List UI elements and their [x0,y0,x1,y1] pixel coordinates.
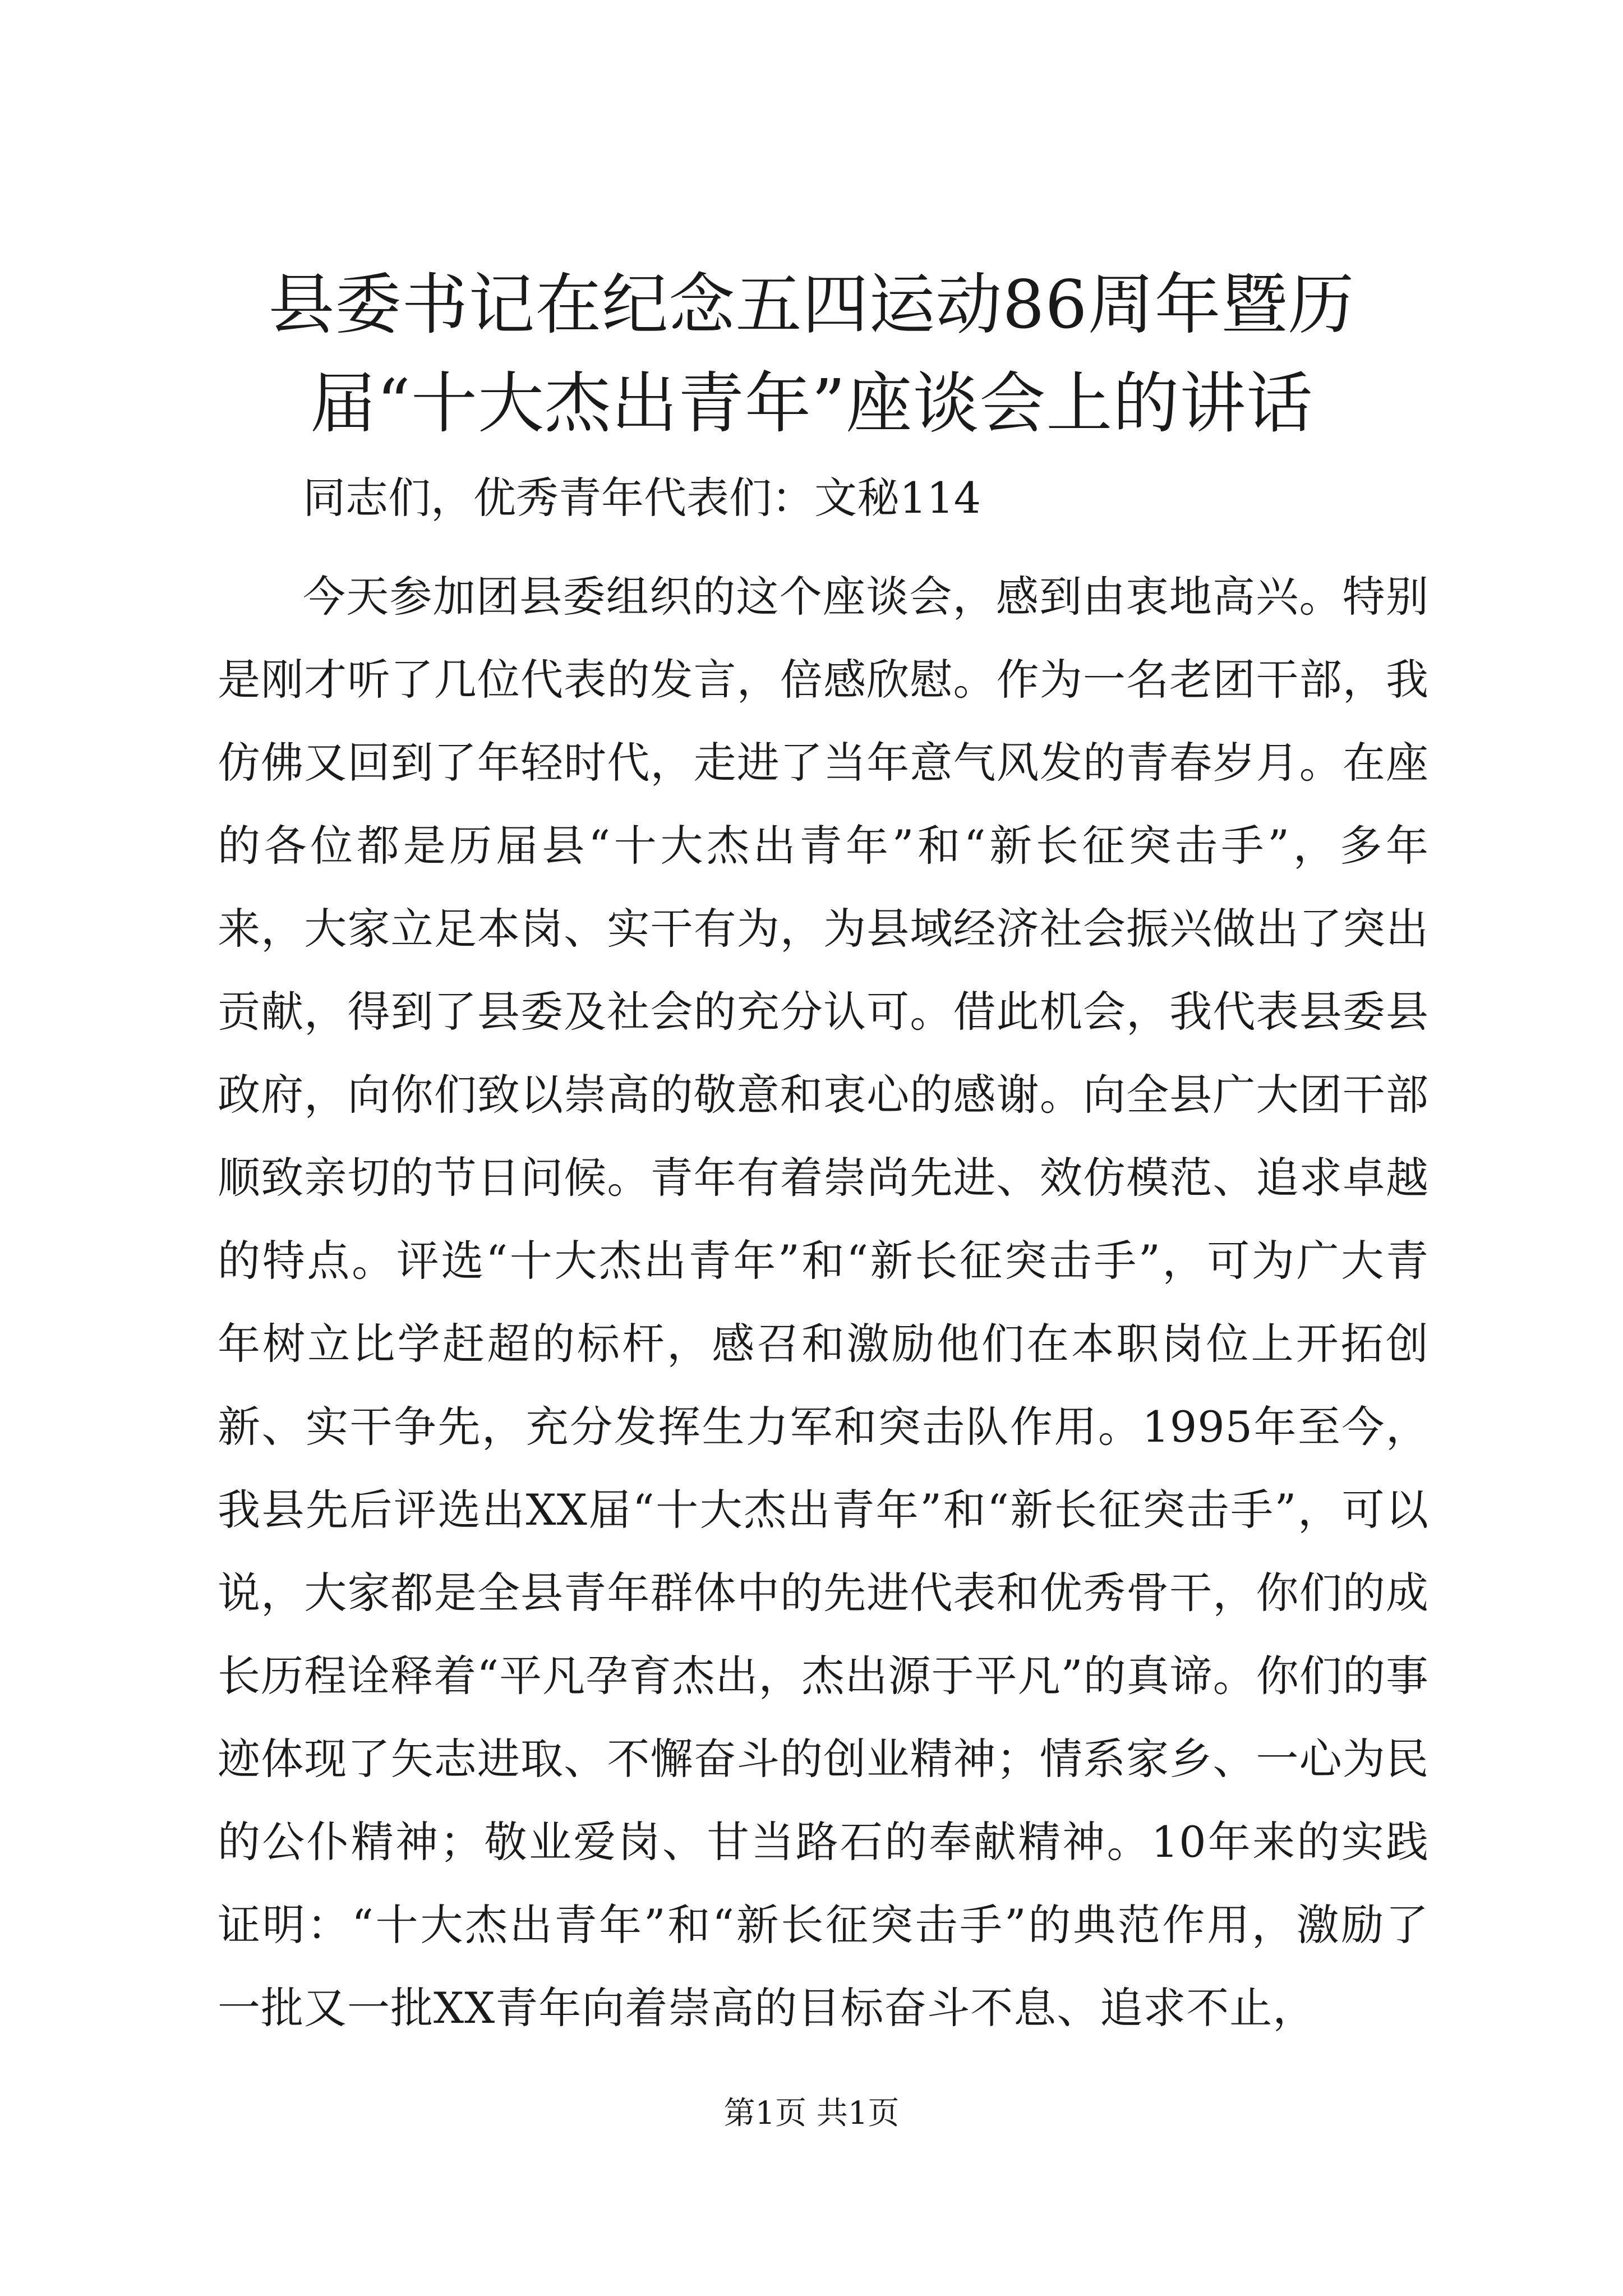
page-number: 第1页 共1页 [723,2095,900,2132]
salutation: 同志们，优秀青年代表们：文秘114 [303,473,981,523]
document-title: 县委书记在纪念五四运动86周年暨历届“十大杰出青年”座谈会上的讲话 [268,266,1355,442]
body-paragraph: 今天参加团县委组织的这个座谈会，感到由衷地高兴。特别是刚才听了几位代表的发言，倍感欣慰。作为一名老团干部，我仿佛又回到了年轻时代，走进了当年意气风发的青春岁月。在座的各位都是历届县“十大杰出青年”和“新长征突击手”，多年来，大家立足本岗、实干有为，为县域经济社会振兴做出了突出贡献，得到了县委及社会的充分认可。借此机会，我代表县委县政府，向你们致以崇高的敬意和衷心的感谢。向全县广大团干部顺致亲切的节日问候。青年有着崇尚先进、效仿模范、追求卓越的特点。评选“十大杰出青年”和“新长征突击手”，可为广大青年树立比学赶超的标杆，感召和激励他们在本职岗位上开拓创新、实干争先，充分发挥生力军和突击队作用。1995年至今，我县先后评选出XX届“十大杰出青年”和“新长征突击手”，可以说，大家都是全县青年群体中的先进代表和优秀骨干，你们的成长历程诠释着“平凡孕育杰出，杰出源于平凡”的真谛。你们的事迹体现了矢志进取、不懈奋斗的创业精神；情系家乡、一心为民的公仆精神；敬业爱岗、甘当路石的奉献精神。10年来的实践证明：“十大杰出青年”和“新长征突击手”的典范作用，激励了一批又一批XX青年向着崇高的目标奋斗不息、追求不止， [218,572,1429,2033]
